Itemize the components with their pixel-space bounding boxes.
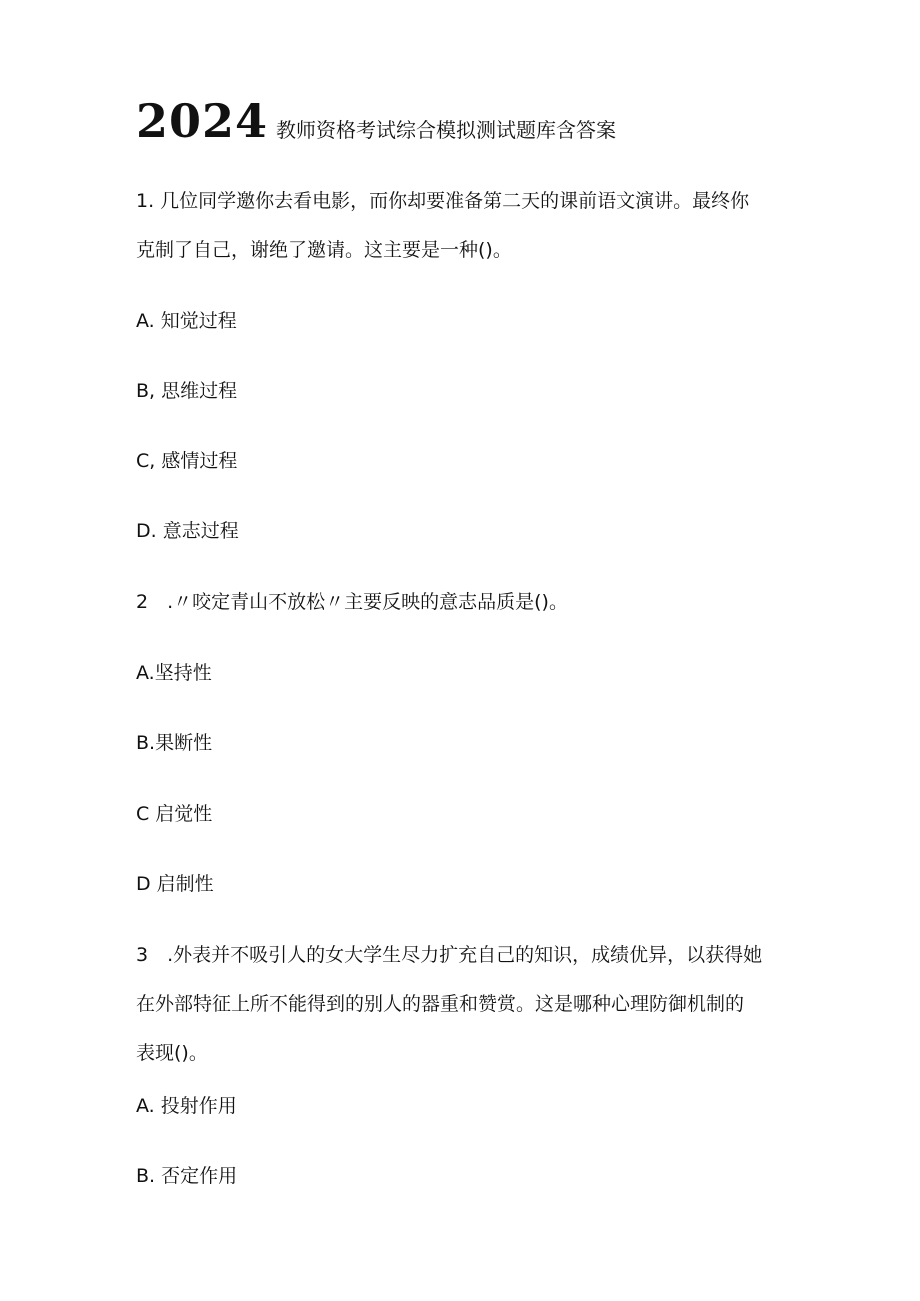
document-title [136,94,617,148]
question-2-line-1: 2 .〃咬定青山不放松〃主要反映的意志品质是()。 [136,591,568,613]
question-1-option-b: B, 思维过程 [136,380,238,402]
question-1-line-1: 1. 几位同学邀你去看电影，而你却要准备第二天的课前语文演讲。最终你 [136,190,750,212]
question-2-option-b: B.果断性 [136,732,213,754]
question-1-option-d: D. 意志过程 [136,520,239,542]
title-text: 教师资格考试综合模拟测试题库含答案 [276,118,617,142]
question-3-line-3: 表现()。 [136,1042,208,1064]
question-2-option-d: D 启制性 [136,873,214,895]
question-2-option-a: A.坚持性 [136,662,212,684]
question-3-option-a: A. 投射作用 [136,1095,237,1117]
question-3-line-1: 3 .外表并不吸引人的女大学生尽力扩充自己的知识，成绩优异，以获得她 [136,944,763,966]
question-2-option-c: C 启觉性 [136,803,213,825]
question-1-option-c: C, 感情过程 [136,450,238,472]
title-year: 2024 [136,94,269,148]
question-3-option-b: B. 否定作用 [136,1165,238,1187]
question-1-option-a: A. 知觉过程 [136,310,237,332]
question-3-line-2: 在外部特征上所不能得到的别人的器重和赞赏。这是哪种心理防御机制的 [136,993,745,1015]
question-1-line-2: 克制了自己，谢绝了邀请。这主要是一种()。 [136,239,512,261]
